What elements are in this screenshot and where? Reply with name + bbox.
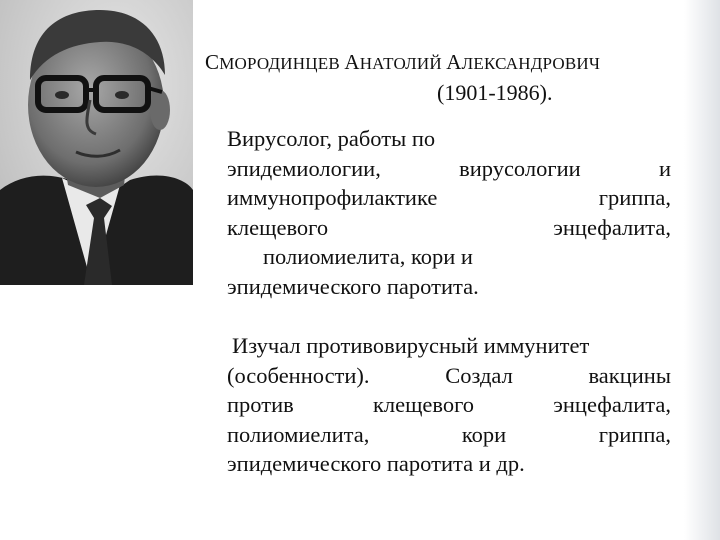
text-word: и (658, 155, 671, 181)
name-part-1: МОРОДИНЦЕВ (219, 54, 340, 73)
text-word: вирусологии (459, 155, 581, 181)
text-line: Изучал противовирусный иммунитет (232, 333, 590, 358)
text-line (227, 183, 671, 213)
paragraph-research (227, 124, 671, 302)
text-word: против (227, 392, 294, 418)
name-initial-3: А (446, 50, 462, 74)
text-line: эпидемического паротита и др. (227, 451, 525, 477)
name-initial-2: А (344, 50, 360, 74)
text-line (227, 154, 671, 184)
text-word: энцефалита, (553, 214, 671, 240)
text-word: полиомиелита, (227, 421, 370, 447)
text-word: иммунопрофилактике (227, 185, 438, 211)
portrait-photo (0, 0, 193, 285)
text-word: гриппа, (598, 185, 671, 211)
paragraph-achievements (227, 331, 671, 479)
name-initial-1: С (205, 50, 220, 74)
text-word: клещевого (227, 214, 329, 240)
text-line (227, 361, 671, 391)
text-word: (особенности). (227, 362, 370, 388)
text-line (227, 420, 671, 450)
name-part-3: ЛЕКСАНДРОВИЧ (461, 54, 601, 73)
text-word: Создал (445, 362, 513, 388)
text-word: вакцины (588, 362, 671, 388)
text-word: гриппа, (598, 421, 671, 447)
text-line: эпидемического паротита. (227, 273, 479, 299)
text-line (227, 390, 671, 420)
text-line (227, 213, 671, 243)
name-part-2: НАТОЛИЙ (359, 54, 442, 73)
text-word: эпидемиологии, (227, 155, 381, 181)
text-word: энцефалита, (553, 392, 671, 418)
text-line: полиомиелита, кори и (263, 244, 473, 270)
text-word: клещевого (372, 392, 475, 418)
decorative-edge-gradient (684, 0, 720, 540)
text-line: Вирусолог, работы по (227, 126, 436, 151)
life-years: (1901-1986). (437, 80, 553, 105)
text-word: кори (461, 421, 507, 447)
name-heading (205, 50, 717, 75)
